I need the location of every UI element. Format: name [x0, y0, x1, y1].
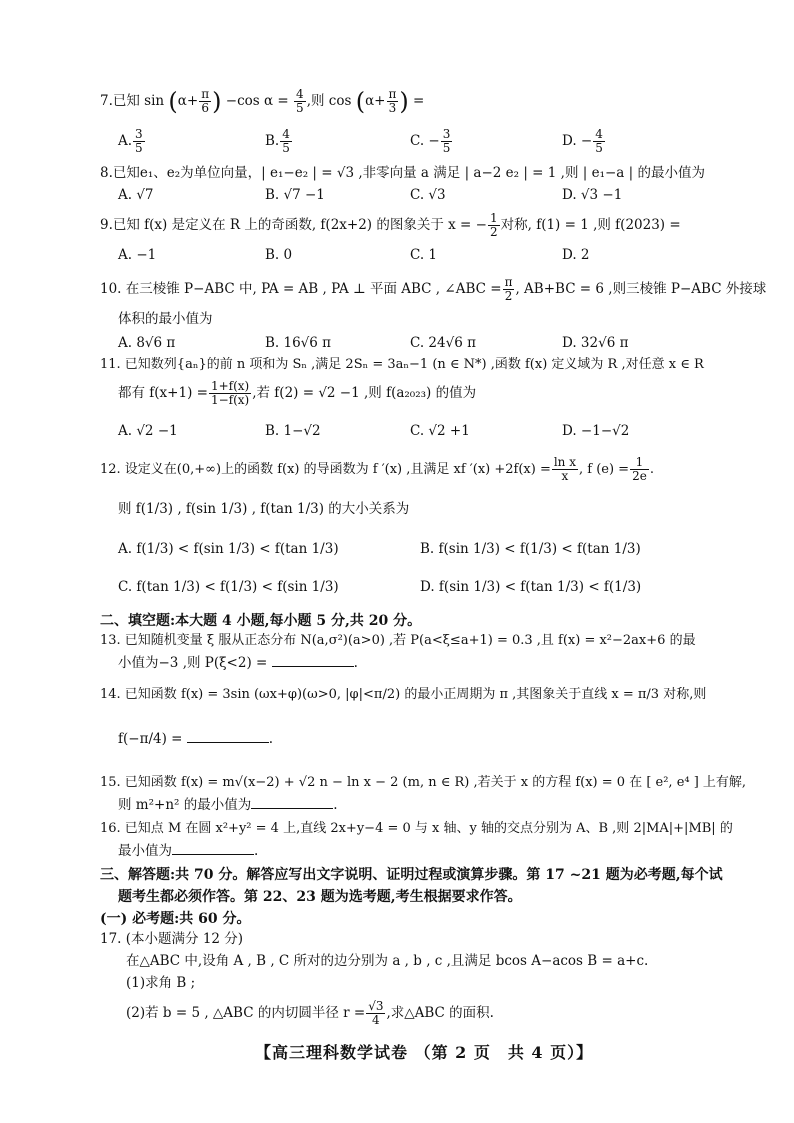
q7-then: ,则 cos	[306, 93, 352, 109]
page-footer: 【高三理科数学试卷 （第 2 页 共 4 页）】	[255, 1043, 594, 1062]
question-10: 10. 在三棱锥 P−ABC 中, PA = AB , PA ⊥ 平面 ABC , ∠ABC = $\frac{\pi}{2}$ , AB+BC = 6 ,则三棱锥 P−ABC 外接球	[100, 275, 767, 303]
q16-line2: 最小值为 .	[118, 843, 259, 859]
q17-stem: 在△ABC 中,设角 A , B , C 所对的边分别为 a , b , c ,且满足 bcos A−acos B = a+c.	[126, 953, 649, 969]
q15-answer-blank[interactable]	[251, 796, 333, 809]
q11-option-c: C. √2 +1	[410, 423, 470, 439]
question-16: 16. 已知点 M 在圆 x²+y² = 4 上,直线 2x+y−4 = 0 与 x 轴、y 轴的交点分别为 A、B ,则 2|MA|+|MB| 的	[100, 821, 733, 836]
q17-part-1: (1)求角 B ;	[126, 975, 196, 991]
q8-option-d: D. √3 −1	[562, 187, 623, 203]
q7-tail: =	[408, 93, 425, 109]
section-2-heading: 二、填空题:本大题 4 小题,每小题 5 分,共 20 分。	[100, 613, 422, 629]
q8-option-a: A. √7	[118, 187, 154, 203]
q14-line2: f(−π/4) = .	[118, 731, 274, 747]
q7-alpha-2: α+	[365, 93, 386, 109]
q12-option-d: D. f(sin 1/3) < f(tan 1/3) < f(1/3)	[420, 579, 642, 595]
section-3-heading: 三、解答题:共 70 分。解答应写出文字说明、证明过程或演算步骤。第 17 ~21 题为必考题,每个试	[100, 867, 723, 883]
q12-option-a: A. f(1/3) < f(sin 1/3) < f(tan 1/3)	[118, 541, 339, 557]
question-9: 9.已知 f(x) 是定义在 R 上的奇函数, f(2x+2) 的图象关于 x = − $\frac{1}{2}$ 对称, f(1) = 1 ,则 f(2023) =	[100, 211, 681, 239]
q7-alpha: α+	[177, 93, 199, 109]
q8-option-b: B. √7 −1	[265, 187, 325, 203]
q13-line2: 小值为−3 ,则 P(ξ<2) = .	[118, 655, 358, 671]
q7-mid: −cos α =	[225, 93, 289, 109]
q9-option-c: C. 1	[410, 247, 438, 263]
question-17-head: 17. (本小题满分 12 分)	[100, 931, 244, 947]
q9-option-d: D. 2	[562, 247, 590, 263]
q16-answer-blank[interactable]	[172, 842, 254, 855]
q8-option-c: C. √3	[410, 187, 446, 203]
q17-part-2: (2)若 b = 5 , △ABC 的内切圆半径 r = $\frac{√3}{4}$ ,求△ABC 的面积.	[126, 999, 494, 1027]
q12-line2: 则 f(1/3) , f(sin 1/3) , f(tan 1/3) 的大小关系为	[118, 501, 410, 517]
section-3-heading-line2: 题考生都必须作答。第 22、23 题为选考题,考生根据要求作答。	[118, 889, 522, 905]
q7-option-a: A. $\frac{3}{5}$	[118, 127, 143, 155]
q11-option-a: A. √2 −1	[118, 423, 178, 439]
q15-line2: 则 m²+n² 的最小值为 .	[118, 797, 338, 813]
question-13: 13. 已知随机变量 ξ 服从正态分布 N(a,σ²)(a>0) ,若 P(a<ξ≤a+1) = 0.3 ,且 f(x) = x²−2ax+6 的最	[100, 633, 696, 648]
question-8: 8.已知e₁、e₂为单位向量，| e₁−e₂ | = √3 ,非零向量 a 满足 | a−2 e₂ | = 1 ,则 | e₁−a | 的最小值为	[100, 165, 705, 181]
q10-option-b: B. 16√6 π	[265, 335, 332, 351]
q10-option-a: A. 8√6 π	[118, 335, 176, 351]
q11-option-d: D. −1−√2	[562, 423, 630, 439]
q10-option-c: C. 24√6 π	[410, 335, 476, 351]
q7-option-b: B. $\frac{4}{5}$	[265, 127, 290, 155]
question-15: 15. 已知函数 f(x) = m√(x−2) + √2 n − ln x − 2 (m, n ∈ R) ,若关于 x 的方程 f(x) = 0 在 [ e², e⁴ ] 上有解,	[100, 775, 747, 790]
q9-option-a: A. −1	[118, 247, 157, 263]
question-7: 7.已知 sin (α+ $\frac{\pi}{6}$ ) −cos α = $\frac{4}{5}$ ,则 cos (α+ $\frac{\pi}{3}$ ) =	[100, 87, 425, 116]
q11-line2: 都有 f(x+1) = $\frac{1+f(x)}{1-f(x)}$ ,若 f(2) = √2 −1 ,则 f(a₂₀₂₃) 的值为	[118, 379, 477, 407]
q7-frac-45: $\frac{4}{5}$	[296, 87, 304, 115]
question-11: 11. 已知数列{aₙ}的前 n 项和为 Sₙ ,满足 2Sₙ = 3aₙ−1 (n ∈ N*) ,函数 f(x) 定义域为 R ,对任意 x ∈ R	[100, 357, 704, 372]
q14-answer-blank[interactable]	[187, 730, 269, 743]
q7-option-d: D. − $\frac{4}{5}$	[562, 127, 603, 155]
q9-option-b: B. 0	[265, 247, 293, 263]
q10-option-d: D. 32√6 π	[562, 335, 629, 351]
required-heading: (一) 必考题:共 60 分。	[100, 911, 251, 927]
q11-option-b: B. 1−√2	[265, 423, 321, 439]
q7-stem: 7.已知 sin	[100, 93, 165, 109]
q7-frac-pi6: $\frac{\pi}{6}$	[201, 87, 210, 115]
q10-line2: 体积的最小值为	[118, 311, 213, 327]
q7-frac-pi3: $\frac{\pi}{3}$	[388, 87, 397, 115]
q12-option-c: C. f(tan 1/3) < f(1/3) < f(sin 1/3)	[118, 579, 339, 595]
q7-option-c: C. − $\frac{3}{5}$	[410, 127, 451, 155]
question-12: 12. 设定义在(0,+∞)上的函数 f(x) 的导函数为 f ′(x) ,且满足 xf ′(x) +2f(x) = $\frac{\text{ln x}}{x}$ , f (e) = $\frac{1}{2e}$ .	[100, 455, 654, 483]
q12-option-b: B. f(sin 1/3) < f(1/3) < f(tan 1/3)	[420, 541, 641, 557]
question-14: 14. 已知函数 f(x) = 3sin (ωx+φ)(ω>0, |φ|<π/2) 的最小正周期为 π ,其图象关于直线 x = π/3 对称,则	[100, 687, 707, 702]
q13-answer-blank[interactable]	[272, 654, 354, 667]
